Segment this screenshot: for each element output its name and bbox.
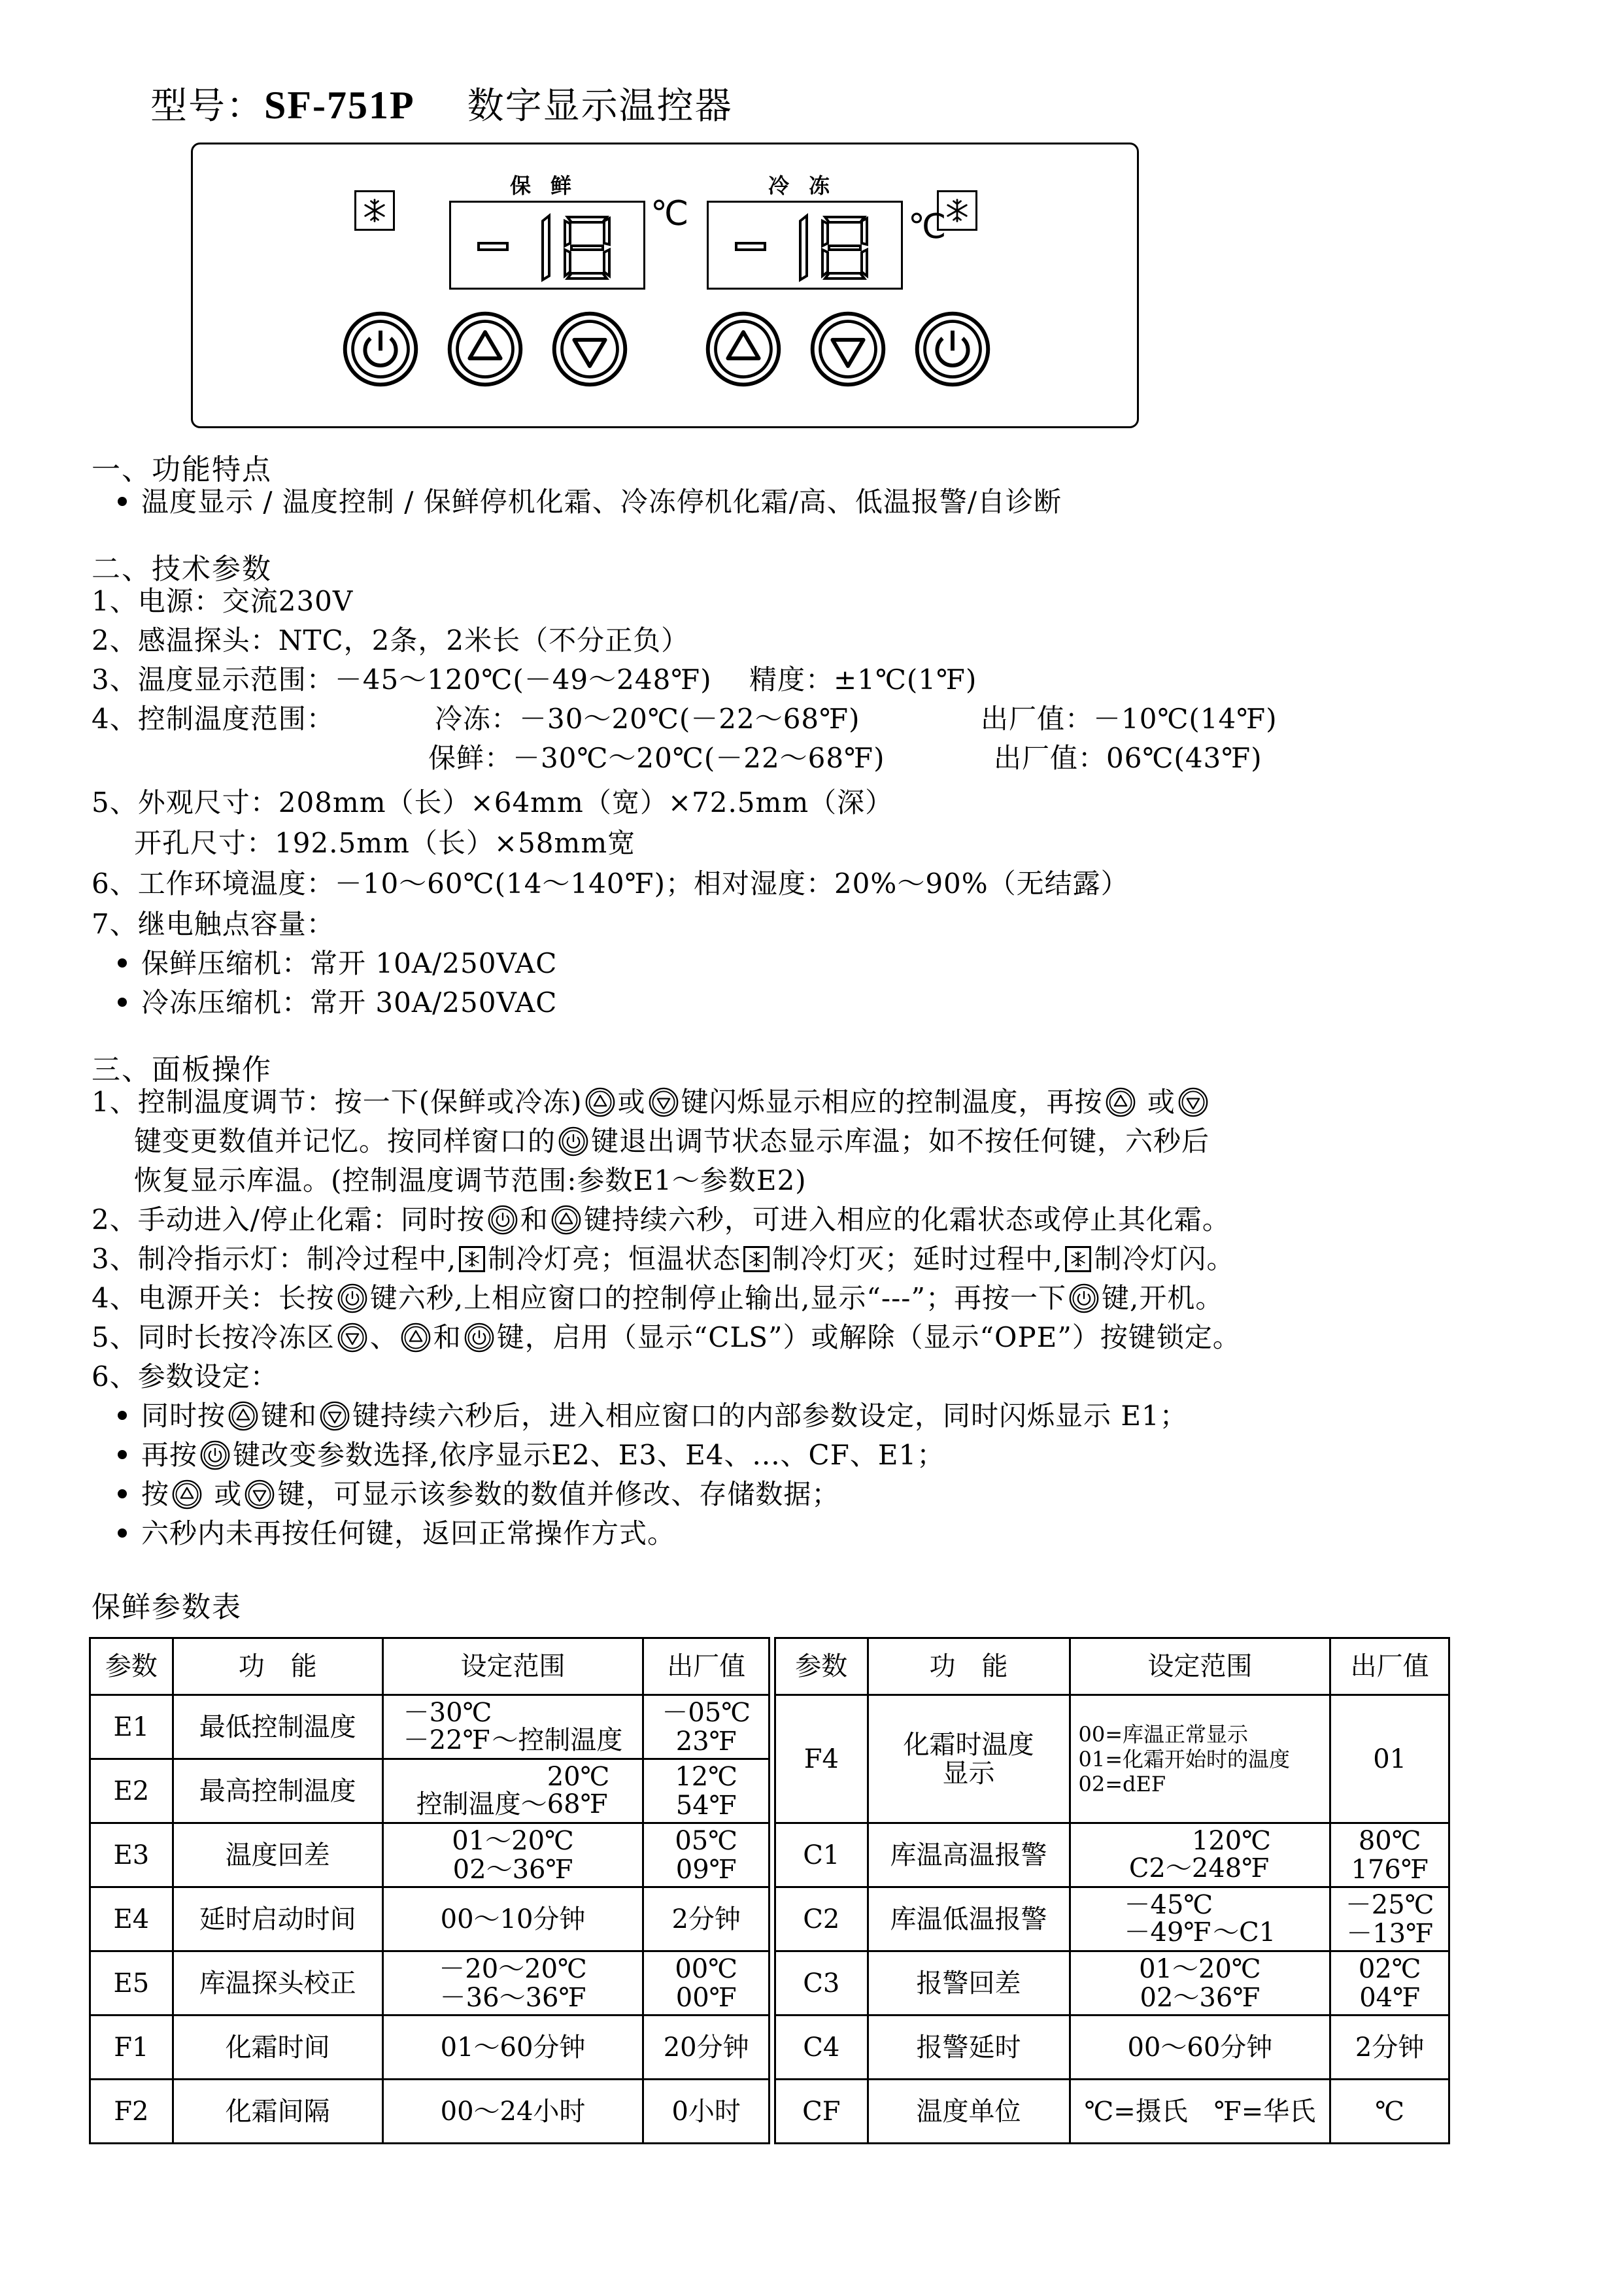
table-cell: 化霜时间 (173, 2016, 382, 2080)
table-cell: 报警回差 (868, 1951, 1070, 2016)
table-cell: 80℃ 176℉ (1330, 1823, 1449, 1887)
table-cell: E5 (90, 1951, 173, 2016)
table-cell: 库温低温报警 (868, 1887, 1070, 1951)
op-line: 5、同时长按冷冻区 、 和 键，启用（显示“CLS”）或解除（显示“OPE”）按键锁定。 (92, 1321, 1241, 1353)
spec-line: 3、温度显示范围：－45～120℃(－49～248℉) 精度：±1℃(1℉) (92, 664, 977, 696)
spec-line: 冷冻：－30～20℃(－22～68℉) (435, 703, 860, 735)
table-cell: E3 (90, 1823, 173, 1887)
table-row (90, 1951, 770, 2016)
table-row (90, 1695, 770, 1759)
table-cell: F4 (775, 1695, 868, 1823)
up-icon (551, 1205, 581, 1235)
table-row (90, 1759, 770, 1823)
table-cell: 最低控制温度 (173, 1695, 382, 1759)
table-row (775, 1823, 1449, 1887)
table-cell: 00=库温正常显示 01=化霜开始时的温度 02=dEF (1070, 1695, 1330, 1823)
table-cell: 2分钟 (643, 1887, 770, 1951)
col-header: 参数 (90, 1638, 173, 1695)
bullet-item: 同时按 键和 键持续六秒后，进入相应窗口的内部参数设定，同时闪烁显示 E1； (118, 1399, 1188, 1433)
table-cell: 2分钟 (1330, 2016, 1449, 2080)
down-icon (649, 1087, 679, 1117)
power-icon (558, 1126, 588, 1156)
table-cell: 最高控制温度 (173, 1759, 382, 1823)
table-row (775, 1695, 1449, 1823)
table-cell: ℃=摄氏 ℉=华氏 (1070, 2080, 1330, 2144)
table-row (90, 2080, 770, 2144)
table-cell: 00～10分钟 (382, 1887, 643, 1951)
op-line: 恢复显示库温。(控制温度调节范围:参数E1～参数E2) (134, 1164, 807, 1196)
table-row (90, 1823, 770, 1887)
op-line: 6、参数设定： (92, 1360, 279, 1392)
up-icon (172, 1479, 202, 1510)
col-header: 参数 (775, 1638, 868, 1695)
spec-line: 开孔尺寸：192.5mm（长）×58mm宽 (134, 827, 636, 859)
controller-panel (191, 143, 1139, 428)
model-number: SF-751P (264, 84, 415, 127)
up-icon (585, 1087, 615, 1117)
table-cell: 化霜时温度 显示 (868, 1695, 1070, 1823)
fresh-display (449, 201, 645, 290)
spec-line: 出厂值：06℃(43℉) (994, 742, 1262, 774)
table-cell: 01 (1330, 1695, 1449, 1823)
power-icon (488, 1205, 518, 1235)
table-cell: 化霜间隔 (173, 2080, 382, 2144)
spec-line: 出厂值：－10℃(14℉) (981, 703, 1277, 735)
fresh-down-button[interactable] (551, 311, 628, 388)
bullet-item: 保鲜压缩机：常开 10A/250VAC (118, 947, 557, 981)
down-icon (1178, 1087, 1208, 1117)
table-cell: －20～20℃ －36～36℉ (382, 1951, 643, 2016)
col-header: 出厂值 (643, 1638, 770, 1695)
spec-line: 1、电源：交流230V (92, 585, 354, 617)
spec-line: 7、继电触点容量： (92, 908, 335, 940)
bullet-dot (118, 497, 127, 506)
col-header: 设定范围 (1070, 1638, 1330, 1695)
table-cell: 02℃ 04℉ (1330, 1951, 1449, 2016)
power-icon (1069, 1283, 1099, 1313)
down-icon (320, 1401, 350, 1431)
freeze-unit: ℃ (908, 207, 947, 246)
fresh-seven-segment (451, 203, 647, 292)
table-cell: 报警延时 (868, 2016, 1070, 2080)
table-cell: 00～60分钟 (1070, 2016, 1330, 2080)
table-cell: 00～24小时 (382, 2080, 643, 2144)
table-cell: C2 (775, 1887, 868, 1951)
spec-line: 2、感温探头：NTC，2条，2米长（不分正负） (92, 624, 690, 656)
freeze-seven-segment (709, 203, 905, 292)
table-cell: 库温探头校正 (173, 1951, 382, 2016)
spec-line: 5、外观尺寸：208mm（长）×64mm（宽）×72.5mm（深） (92, 786, 894, 818)
col-header: 出厂值 (1330, 1638, 1449, 1695)
fresh-up-button[interactable] (447, 311, 524, 388)
table-cell: C4 (775, 2016, 868, 2080)
power-icon (200, 1440, 230, 1470)
freeze-down-button[interactable] (809, 311, 887, 388)
table-cell: 01～60分钟 (382, 2016, 643, 2080)
table-title: 保鲜参数表 (92, 1591, 242, 1624)
col-header: 设定范围 (382, 1638, 643, 1695)
table-cell: －05℃ 23℉ (643, 1695, 770, 1759)
snowflake-icon (743, 1246, 770, 1272)
section-heading: 一、功能特点 (92, 453, 272, 486)
bullet-item: 按 或 键，可显示该参数的数值并修改、存储数据； (118, 1477, 839, 1511)
bullet-dot (118, 1489, 127, 1498)
table-cell: －30℃ －22℉～控制温度 (382, 1695, 643, 1759)
bullet-dot (118, 958, 127, 968)
param-table-left (89, 1637, 770, 2144)
table-cell: 01～20℃ 02～36℉ (1070, 1951, 1330, 2016)
fresh-unit: ℃ (651, 194, 689, 233)
table-cell: 延时启动时间 (173, 1887, 382, 1951)
bullet-dot (118, 1450, 127, 1459)
table-cell: －25℃ －13℉ (1330, 1887, 1449, 1951)
freeze-zone-label: 冷冻 (768, 173, 850, 198)
freeze-up-button[interactable] (705, 311, 782, 388)
param-table-right (774, 1637, 1450, 2144)
spec-line: 4、控制温度范围： (92, 703, 335, 735)
bullet-dot (118, 1411, 127, 1420)
op-line: 键变更数值并记忆。按同样窗口的 键退出调节状态显示库温；如不按任何键，六秒后 (134, 1125, 1210, 1157)
table-cell: E1 (90, 1695, 173, 1759)
bullet-item: 六秒内未再按任何键，返回正常操作方式。 (118, 1517, 675, 1551)
up-icon (401, 1323, 431, 1353)
spec-line: 6、工作环境温度：－10～60℃(14～140℉)；相对湿度：20%～90%（无结露） (92, 868, 1129, 900)
table-cell: 库温高温报警 (868, 1823, 1070, 1887)
table-cell: 控制温度～20℃ 68℉ (382, 1759, 643, 1823)
bullet-item: 温度显示 / 温度控制 / 保鲜停机化霜、冷冻停机化霜/高、低温报警/自诊断 (118, 485, 1062, 519)
table-cell: 温度回差 (173, 1823, 382, 1887)
bullet-item: 再按 键改变参数选择,依序显示E2、E3、E4、...、CF、E1； (118, 1438, 945, 1472)
freeze-display (707, 201, 903, 290)
table-row (90, 1887, 770, 1951)
op-line: 1、控制温度调节：按一下(保鲜或冷冻) 或 键闪烁显示相应的控制温度，再按 或 (92, 1085, 1211, 1119)
table-cell: 温度单位 (868, 2080, 1070, 2144)
table-cell: C1 (775, 1823, 868, 1887)
snowflake-icon (1065, 1246, 1091, 1272)
table-cell: －45℃ －49℉～C1 (1070, 1887, 1330, 1951)
table-cell: ℃ (1330, 2080, 1449, 2144)
section-heading: 三、面板操作 (92, 1053, 272, 1087)
bullet-dot (118, 1528, 127, 1538)
table-cell: F1 (90, 2016, 173, 2080)
power-icon (337, 1283, 367, 1313)
table-cell: 0小时 (643, 2080, 770, 2144)
bullet-item: 冷冻压缩机：常开 30A/250VAC (118, 986, 557, 1020)
up-icon (228, 1401, 258, 1431)
table-cell: 05℃ 09℉ (643, 1823, 770, 1887)
table-row (775, 2080, 1449, 2144)
snowflake-icon (937, 190, 977, 231)
col-header: 功 能 (868, 1638, 1070, 1695)
down-icon (245, 1479, 275, 1510)
table-cell: 20分钟 (643, 2016, 770, 2080)
table-cell: 01～20℃ 02～36℉ (382, 1823, 643, 1887)
table-cell: 12℃ 54℉ (643, 1759, 770, 1823)
table-row (90, 2016, 770, 2080)
table-row (775, 1887, 1449, 1951)
power-icon (464, 1323, 494, 1353)
section-heading: 二、技术参数 (92, 552, 272, 586)
op-line: 3、制冷指示灯：制冷过程中, 制冷灯亮；恒温状态 制冷灯灭；延时过程中, 制冷灯闪。 (92, 1243, 1235, 1275)
col-header: 功 能 (173, 1638, 382, 1695)
down-icon (337, 1323, 367, 1353)
table-cell: CF (775, 2080, 868, 2144)
title-prefix: 型号： (150, 85, 264, 127)
op-line: 2、手动进入/停止化霜：同时按 和 键持续六秒，可进入相应的化霜状态或停止其化霜。 (92, 1204, 1230, 1236)
table-cell: 00℃ 00℉ (643, 1951, 770, 2016)
snowflake-icon (459, 1246, 485, 1272)
table-cell: F2 (90, 2080, 173, 2144)
table-row (775, 2016, 1449, 2080)
table-cell: C2～120℃ 248℉ (1070, 1823, 1330, 1887)
table-cell: E2 (90, 1759, 173, 1823)
bullet-dot (118, 998, 127, 1007)
op-line: 4、电源开关：长按 键六秒,上相应窗口的控制停止输出,显示“---”；再按一下 键,开机。 (92, 1282, 1224, 1314)
page-title (150, 77, 733, 129)
freeze-power-button[interactable] (914, 311, 991, 388)
snowflake-icon (354, 190, 395, 231)
up-icon (1106, 1087, 1136, 1117)
fresh-power-button[interactable] (342, 311, 419, 388)
table-cell: E4 (90, 1887, 173, 1951)
fresh-zone-label: 保鲜 (510, 173, 592, 198)
table-cell: C3 (775, 1951, 868, 2016)
product-name: 数字显示温控器 (467, 85, 733, 127)
spec-line: 保鲜：－30℃～20℃(－22～68℉) (428, 742, 885, 774)
table-row (775, 1951, 1449, 2016)
